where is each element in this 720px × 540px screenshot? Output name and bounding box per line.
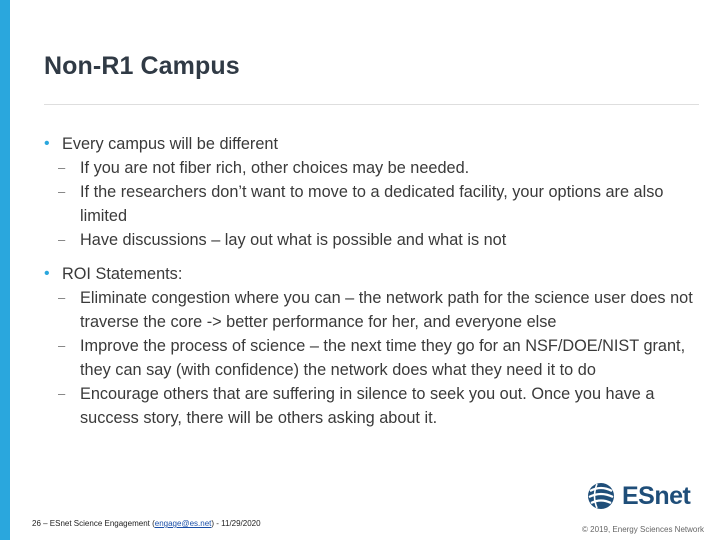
sub-bullet xyxy=(44,286,699,334)
sub-bullet-text: If the researchers don’t want to move to a dedicated facility, your options are also limited xyxy=(80,183,664,225)
sub-bullet-dash: – xyxy=(58,160,66,175)
sub-bullet-text: Eliminate congestion where you can – the network path for the science user does not traverse the core -> better performance for her, and everyone else xyxy=(80,289,693,331)
sub-bullet-dash: – xyxy=(58,184,66,199)
bullet xyxy=(44,132,699,156)
bullet xyxy=(44,262,699,286)
footer-copyright: © 2019, Energy Sciences Network xyxy=(582,525,704,534)
sub-bullet-text: If you are not fiber rich, other choices may be needed. xyxy=(80,159,470,177)
sub-bullet-text: Encourage others that are suffering in silence to seek you out. Once you have a success story, there will be others asking about it. xyxy=(80,385,655,427)
spacer xyxy=(44,252,699,262)
esnet-logo xyxy=(586,478,702,514)
sub-bullet xyxy=(44,180,699,228)
bullet-text: Every campus will be different xyxy=(62,135,278,153)
slide-title: Non-R1 Campus xyxy=(44,52,240,80)
logo-text: ESnet xyxy=(622,481,691,510)
footer-suffix: ) - 11/29/2020 xyxy=(211,519,261,528)
sub-bullet-dash: – xyxy=(58,386,66,401)
sub-bullet xyxy=(44,156,699,180)
sub-bullet xyxy=(44,334,699,382)
footer-prefix: 26 – ESnet Science Engagement ( xyxy=(32,519,155,528)
bullet-dot: • xyxy=(44,135,50,152)
title-divider xyxy=(44,104,699,105)
sub-bullet-dash: – xyxy=(58,232,66,247)
sub-bullet xyxy=(44,382,699,430)
left-accent-bar xyxy=(0,0,10,540)
sub-bullet-text: Improve the process of science – the next time they go for an NSF/DOE/NIST grant, they can say (with confidence) the network does what they need it to do xyxy=(80,337,686,379)
bullet-dot: • xyxy=(44,265,50,282)
sub-bullet-dash: – xyxy=(58,290,66,305)
sub-bullet-dash: – xyxy=(58,338,66,353)
globe-icon xyxy=(586,481,616,511)
sub-bullet xyxy=(44,228,699,252)
footer-left xyxy=(32,519,261,528)
footer-email-link[interactable]: engage@es.net xyxy=(154,519,212,528)
slide-content xyxy=(44,132,699,430)
bullet-text: ROI Statements: xyxy=(62,265,183,283)
sub-bullet-text: Have discussions – lay out what is possible and what is not xyxy=(80,231,507,249)
